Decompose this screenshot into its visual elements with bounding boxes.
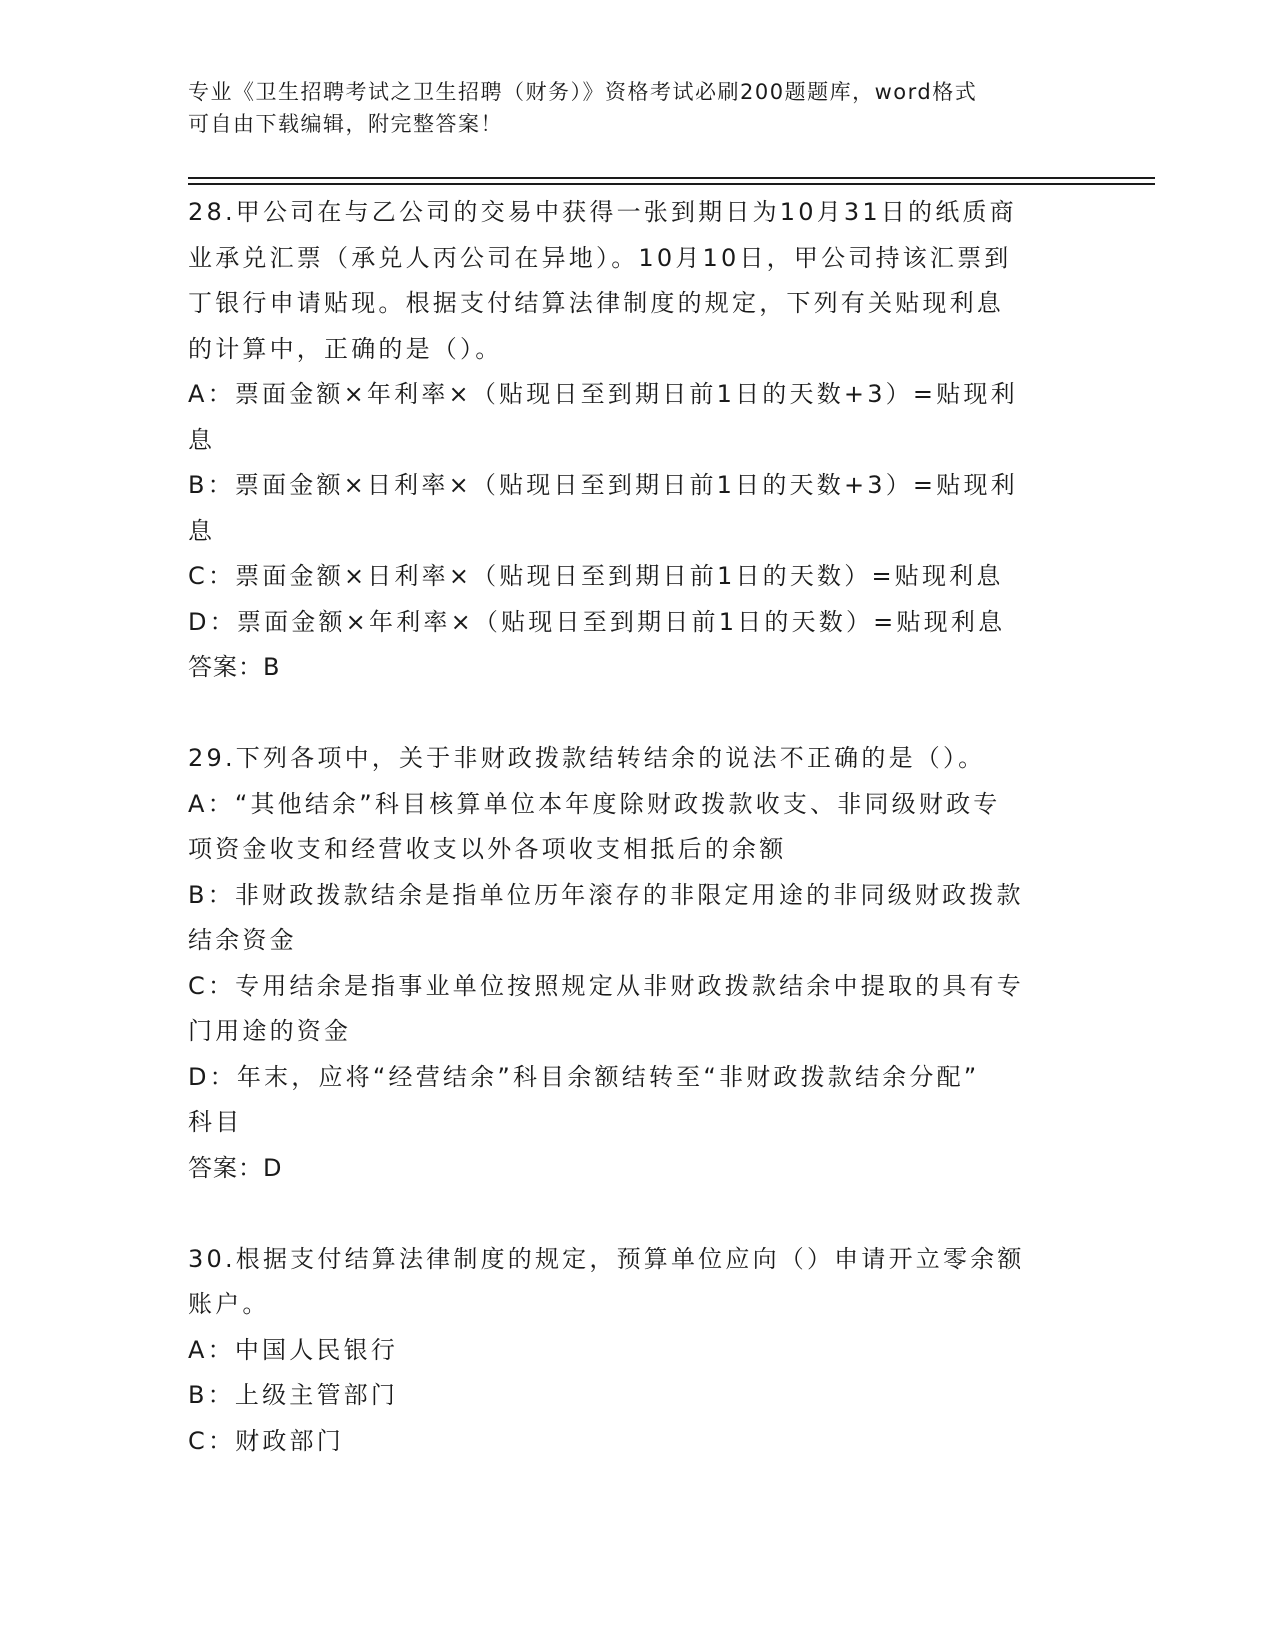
- question-29: [188, 736, 1068, 1191]
- option-b-line: B：上级主管部门: [188, 1381, 399, 1409]
- question-28: [188, 190, 1068, 691]
- question-stem-line: 28.甲公司在与乙公司的交易中获得一张到期日为10月31日的纸质商: [188, 198, 1017, 226]
- option-a-line: A：中国人民银行: [188, 1335, 399, 1364]
- option-a-line: 项资金收支和经营收支以外各项收支相抵后的余额: [188, 835, 787, 863]
- question-stem-line: 30.根据支付结算法律制度的规定，预算单位应向（）申请开立零余额: [188, 1244, 1025, 1273]
- question-list: [188, 190, 1068, 1464]
- question-stem-line: 的计算中，正确的是（）。: [188, 334, 503, 363]
- answer-text: 答案：B: [188, 653, 281, 681]
- option-a-line: 息: [188, 425, 216, 454]
- option-a-line: A：票面金额×年利率×（贴现日至到期日前1日的天数+3）=贴现利: [188, 380, 1018, 408]
- answer-text: 答案：D: [188, 1153, 283, 1182]
- option-c-line: 门用途的资金: [188, 1017, 352, 1045]
- question-stem-line: 29.下列各项中，关于非财政拨款结转结余的说法不正确的是（）。: [188, 744, 986, 772]
- question-stem-line: 丁银行申请贴现。根据支付结算法律制度的规定，下列有关贴现利息: [188, 289, 1004, 317]
- option-c-line: C：财政部门: [188, 1426, 344, 1455]
- option-a-line: A：“其他结余”科目核算单位本年度除财政拨款收支、非同级财政专: [188, 789, 1001, 818]
- option-d-line: D：年末，应将“经营结余”科目余额结转至“非财政拨款结余分配”: [188, 1062, 980, 1091]
- option-c-line: C：票面金额×日利率×（贴现日至到期日前1日的天数）=贴现利息: [188, 562, 1004, 590]
- question-stem-line: 账户。: [188, 1290, 270, 1318]
- option-d-line: D：票面金额×年利率×（贴现日至到期日前1日的天数）=贴现利息: [188, 607, 1006, 636]
- option-b-line: 结余资金: [188, 926, 297, 954]
- option-c-line: C：专用结余是指事业单位按照规定从非财政拨款结余中提取的具有专: [188, 971, 1024, 1000]
- document-header: 专业《卫生招聘考试之卫生招聘（财务）》资格考试必刷200题题库，word格式 可自由下载编辑，附完整答案！: [188, 80, 978, 136]
- question-30: [188, 1237, 1068, 1465]
- question-stem-line: 业承兑汇票（承兑人丙公司在异地）。10月10日，甲公司持该汇票到: [188, 243, 1012, 272]
- header-rule-top: [188, 177, 1155, 179]
- header-rule-bottom: [188, 183, 1155, 185]
- option-b-line: B：非财政拨款结余是指单位历年滚存的非限定用途的非同级财政拨款: [188, 880, 1024, 909]
- option-b-line: B：票面金额×日利率×（贴现日至到期日前1日的天数+3）=贴现利: [188, 471, 1018, 499]
- option-d-line: 科目: [188, 1108, 243, 1136]
- option-b-line: 息: [188, 516, 216, 545]
